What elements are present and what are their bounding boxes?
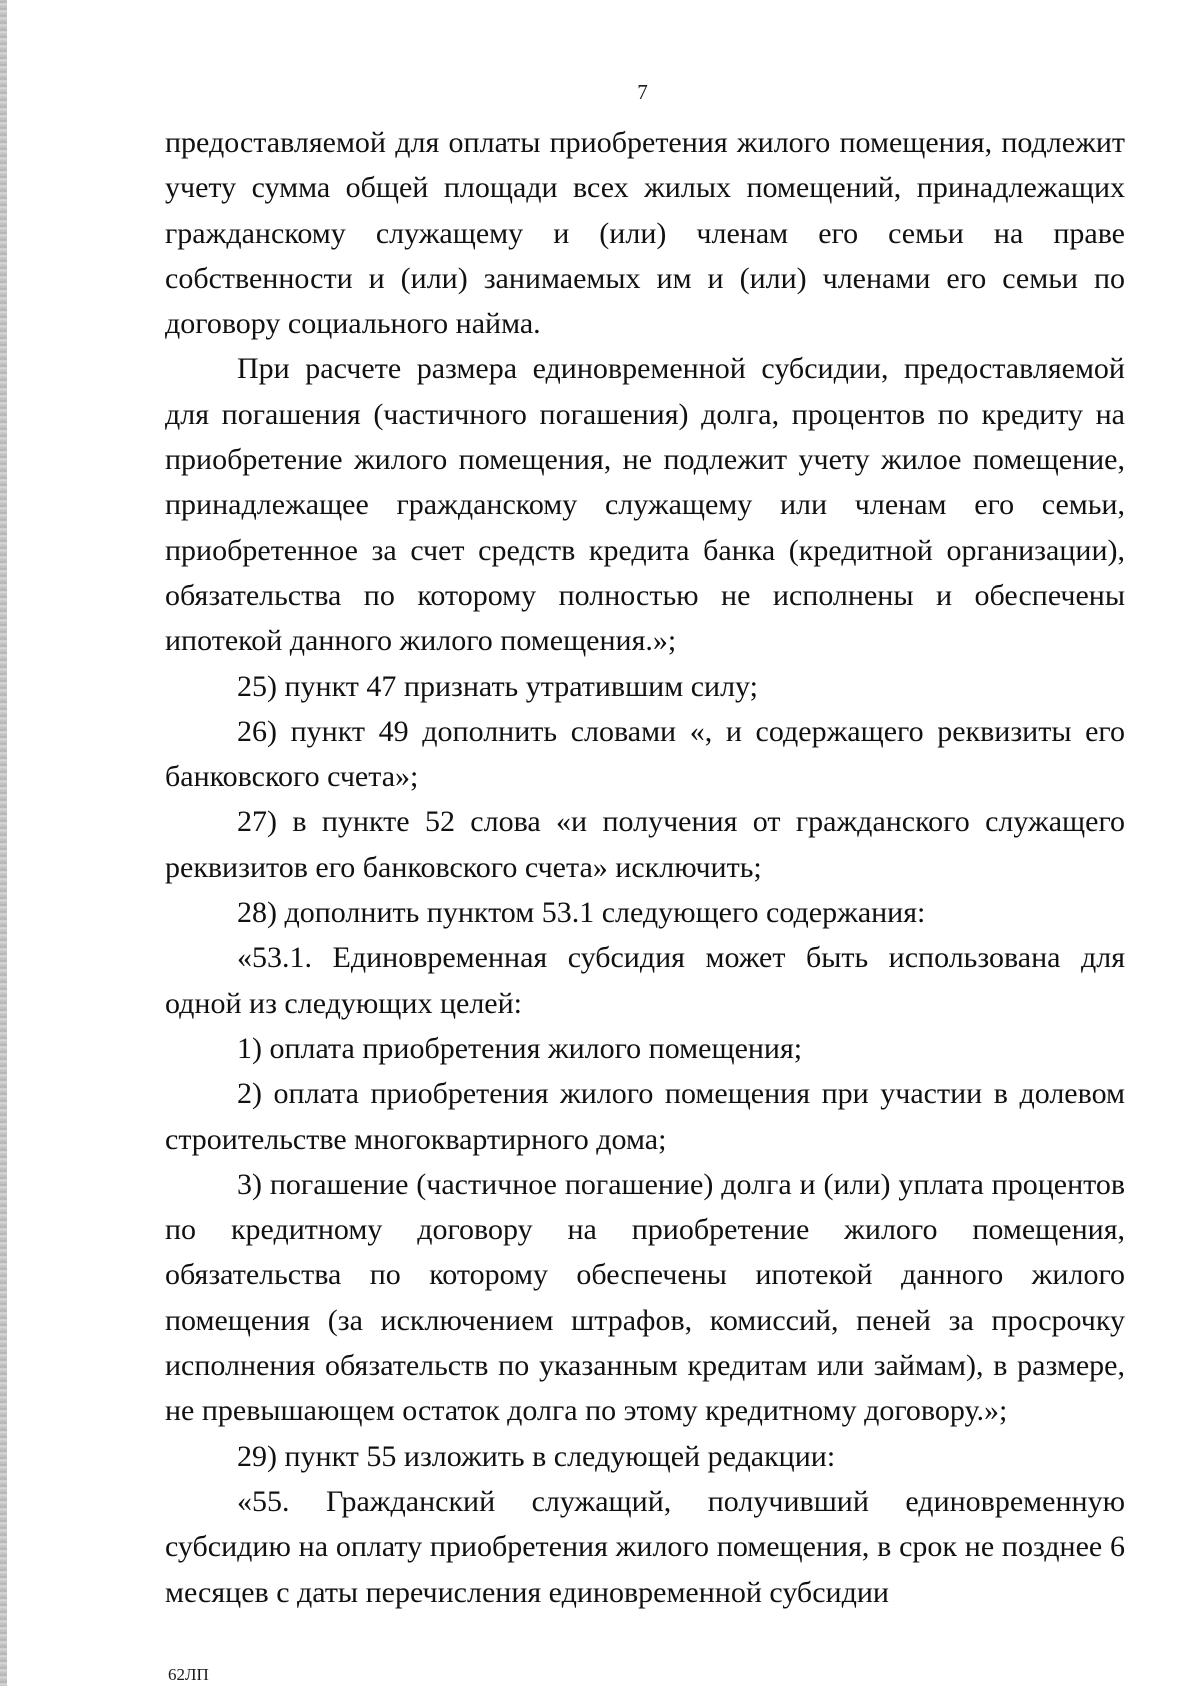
paragraph-item-25: 25) пункт 47 признать утратившим силу; xyxy=(237,669,759,703)
paragraph-clause-53-1: «53.1. Единовременная субсидия может быть использована для одной из следующих целей: xyxy=(165,941,1125,1020)
paragraph-purpose-3: 3) погашение (частичное погашение) долга и (или) уплата процентов по кредитному договору на приобретение жилого помещения, обязательства по которому обеспечены ипотекой данного жилого помещения (за исключением штрафов, комиссий, пеней за просрочку исполнения обязательств по указанным кредитам или займам), в размере, не превышающем остаток долга по этому кредитному договору.»; xyxy=(165,1167,1125,1428)
paragraph-calculation-rule: При расчете размера единовременной субсидии, предоставляемой для погашения (частичного погашения) долга, процентов по кредиту на приобретение жилого помещения, не подлежит учету жилое помещение, принадлежащее гражданскому служащему или членам его семьи, приобретенное за счет средств кредита банка (кредитной организации), обязательства по которому полностью не исполнены и обеспечены ипотекой данного жилого помещения.»; xyxy=(165,352,1125,658)
scan-edge-artifact xyxy=(0,0,7,1686)
paragraph-continuation: предоставляемой для оплаты приобретения жилого помещения, подлежит учету сумма общей площади всех жилых помещений, принадлежащих гражданскому служащему и (или) членам его семьи на праве собственности и (или) занимаемых им и (или) членами его семьи по договору социального найма. xyxy=(165,126,1125,341)
page-number: 7 xyxy=(637,80,648,104)
paragraph-item-27: 27) в пункте 52 слова «и получения от гражданского служащего реквизитов его банковского счета» исключить; xyxy=(165,805,1125,884)
footer-document-code: 62ЛП xyxy=(168,1665,209,1684)
paragraph-purpose-1: 1) оплата приобретения жилого помещения; xyxy=(237,1031,803,1065)
paragraph-item-29: 29) пункт 55 изложить в следующей редакции: xyxy=(237,1439,836,1473)
paragraph-clause-55: «55. Гражданский служащий, получивший единовременную субсидию на оплату приобретения жилого помещения, в срок не позднее 6 месяцев с даты перечисления единовременной субсидии xyxy=(165,1484,1125,1609)
paragraph-purpose-2: 2) оплата приобретения жилого помещения при участии в долевом строительстве многоквартирного дома; xyxy=(165,1077,1125,1156)
document-body xyxy=(165,120,1125,1615)
paragraph-item-28: 28) дополнить пунктом 53.1 следующего содержания: xyxy=(237,896,926,930)
paragraph-item-26: 26) пункт 49 дополнить словами «, и содержащего реквизиты его банковского счета»; xyxy=(165,714,1125,794)
